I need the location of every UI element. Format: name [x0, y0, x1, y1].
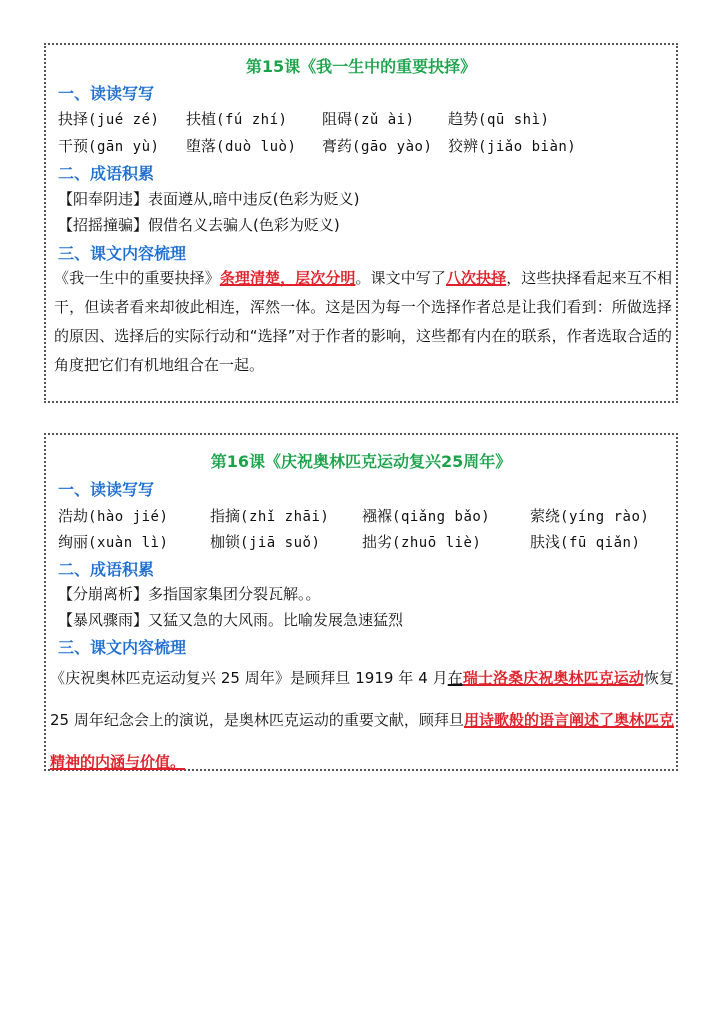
- word-item: 抉择(jué zé): [58, 110, 160, 128]
- word-item: 干预(gān yù): [58, 137, 160, 155]
- idiom-item: 【阳奉阴违】表面遵从,暗中违反(色彩为贬义): [58, 190, 360, 208]
- lesson-15-section-idioms: 二、成语积累: [58, 164, 155, 183]
- highlight-text: 用诗歌般的语言阐述了奥林匹克精神的内涵与价值。: [50, 711, 674, 771]
- idiom-item: 【暴风骤雨】又猛又急的大风雨。比喻发展急速猛烈: [58, 611, 404, 629]
- lesson-15-title: 第15课《我一生中的重要抉择》: [245, 57, 477, 76]
- word-item: 肤浅(fū qiǎn): [530, 533, 641, 551]
- word-item: 绚丽(xuàn lì): [58, 533, 169, 551]
- word-item: 浩劫(hào jié): [58, 507, 169, 525]
- word-item: 扶植(fú zhí): [186, 110, 288, 128]
- highlight-text: 条理清楚，层次分明: [219, 269, 356, 287]
- idiom-item: 【分崩离析】多指国家集团分裂瓦解。。: [58, 585, 321, 603]
- word-item: 指摘(zhǐ zhāi): [210, 507, 330, 525]
- lesson-15-section-words: 一、读读写写: [58, 84, 155, 103]
- word-item: 狡辨(jiǎo biàn): [448, 137, 577, 155]
- lesson-16-section-content: 三、课文内容梳理: [58, 638, 187, 657]
- word-item: 膏药(gāo yào): [322, 137, 433, 155]
- lesson-16-summary: 《庆祝奥林匹克运动复兴 25 周年》是顾拜旦 1919 年 4 月在瑞士洛桑庆祝奥林匹克运动恢复 25 周年纪念会上的演说，是奥林匹克运动的重要文献，顾拜旦用诗歌般的语言阐述了奥林匹克精神的内涵与价值。: [50, 669, 674, 771]
- lesson-15-card: [44, 43, 678, 403]
- lesson-15-summary: 《我一生中的重要抉择》条理清楚，层次分明。课文中写了八次抉择，这些抉择看起来互不相干，但读者看来却彼此相连，浑然一体。这是因为每一个选择作者总是让我们看到：所做选择的原因、选择后的实际行动和“选择”对于作者的影响，这些都有内在的联系，作者选取合适的角度把它们有机地组合在一起。: [54, 269, 672, 374]
- word-item: 枷锁(jiā suǒ): [210, 533, 321, 551]
- word-item: 萦绕(yíng rào): [530, 507, 650, 525]
- word-item: 拙劣(zhuō liè): [362, 533, 482, 551]
- word-item: 襁褓(qiǎng bǎo): [362, 507, 491, 525]
- idiom-item: 【招摇撞骗】假借名义去骗人(色彩为贬义): [58, 216, 340, 234]
- word-item: 阻碍(zǔ ài): [322, 110, 415, 128]
- lesson-16-section-idioms: 二、成语积累: [58, 560, 155, 579]
- highlight-text: 八次抉择: [445, 269, 507, 287]
- word-item: 堕落(duò luò): [186, 137, 297, 155]
- lesson-16-title: 第16课《庆祝奥林匹克运动复兴25周年》: [210, 452, 512, 471]
- word-item: 趋势(qū shì): [448, 110, 550, 128]
- lesson-16-section-words: 一、读读写写: [58, 480, 155, 499]
- lesson-16-card: [44, 433, 678, 771]
- highlight-text: 瑞士洛桑庆祝奥林匹克运动: [462, 669, 644, 687]
- lesson-15-section-content: 三、课文内容梳理: [58, 244, 187, 263]
